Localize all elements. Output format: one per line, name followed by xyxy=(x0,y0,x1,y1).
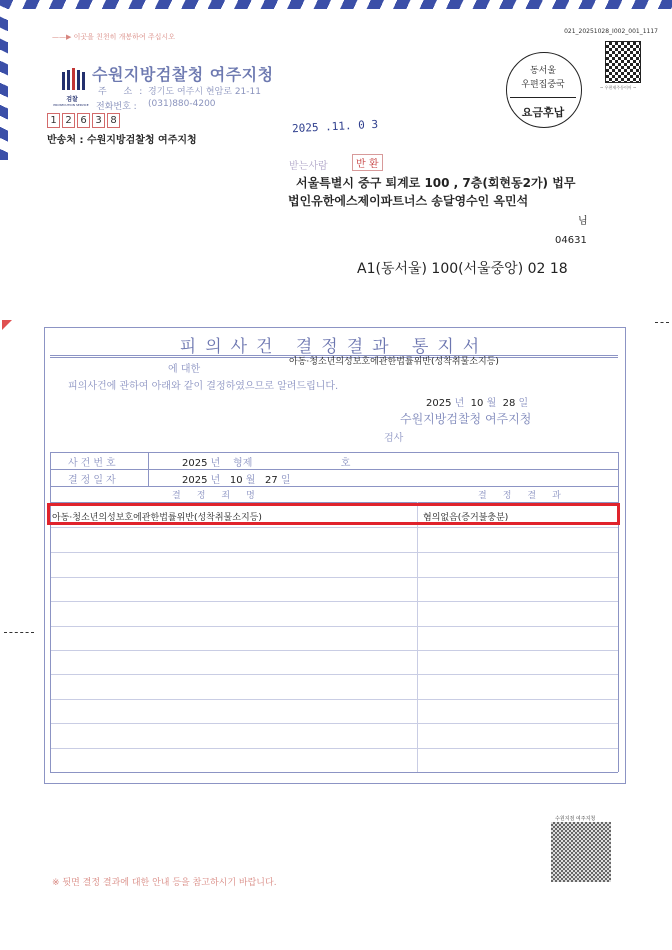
prosecution-logo-icon xyxy=(60,68,86,94)
reference-code: 021_20251028_I002_001_1117 xyxy=(564,28,658,35)
airmail-stripe-left xyxy=(0,0,8,160)
arrow-icon: ——▶ xyxy=(52,33,74,41)
table-rule xyxy=(50,748,618,749)
logo-wordmark: 검찰 xyxy=(66,96,78,103)
airmail-stripe-top xyxy=(0,0,672,9)
phone-label: 전화번호 : xyxy=(96,102,137,112)
decision-date-label: 결정일자 xyxy=(68,475,119,486)
postal-mark-line1: 동서울 xyxy=(529,66,557,76)
zip-digit: 8 xyxy=(107,113,120,128)
recipient-honorific: 님 xyxy=(578,216,588,227)
fold-line-right xyxy=(655,322,669,324)
issuer-role: 검사 xyxy=(384,433,404,444)
table-rule xyxy=(50,674,618,675)
mail-date-stamp: 2025 .11. 0 3 xyxy=(291,117,379,136)
table-rule xyxy=(148,452,149,486)
table-row-result: 혐의없음(증거불충분) xyxy=(423,513,509,523)
case-number: 2025 년 형제 호 xyxy=(182,458,351,469)
table-rule xyxy=(50,626,618,627)
table-rule xyxy=(50,699,618,700)
notice-charge: 아동·청소년의성보호에관한법률위반(성착취물소지등) xyxy=(289,357,499,367)
table-rule xyxy=(50,650,618,651)
notice-intro: 피의사건에 관하여 아래와 같이 결정하였으므로 알려드립니다. xyxy=(68,381,339,392)
postal-mark-divider xyxy=(510,97,576,98)
recipient-address: 서울특별시 중구 퇴계로 100 , 7층(회현동2가) 법무 xyxy=(296,176,576,190)
table-rule xyxy=(50,486,618,487)
table-rule xyxy=(50,723,618,724)
highlight-box xyxy=(47,503,620,525)
table-rule xyxy=(50,772,618,773)
open-notice: ——▶ 이곳을 친천히 개봉하여 주십시오 xyxy=(52,33,175,41)
regarding-label: 에 대한 xyxy=(168,364,201,375)
issuer-name: 수원지방검찰청 여주지청 xyxy=(400,412,532,426)
table-rule xyxy=(50,452,51,772)
zip-digit: 3 xyxy=(92,113,105,128)
sender-address: 경기도 여주시 현암로 21-11 xyxy=(148,87,261,97)
case-number-label: 사건번호 xyxy=(68,458,119,469)
header-result: 결정결과 xyxy=(478,491,577,501)
zip-digit: 1 xyxy=(47,113,60,128)
table-rule xyxy=(618,452,619,772)
table-rule xyxy=(417,502,418,772)
zip-digit: 6 xyxy=(77,113,90,128)
notice-title: 피의사건 결정결과 통지서 xyxy=(179,337,489,357)
address-label: 주 소: xyxy=(98,87,150,97)
header-charge: 결정죄명 xyxy=(172,491,271,501)
returned-stamp: 반 환 xyxy=(352,154,383,171)
sender-name: 수원지방검찰청 여주지청 xyxy=(92,65,274,84)
routing-code: A1(동서울) 100(서울중앙) 02 18 xyxy=(357,261,568,277)
fold-mark xyxy=(2,320,12,330)
table-rule xyxy=(50,552,618,553)
table-rule xyxy=(50,452,618,453)
postal-mark-line3: 요금후납 xyxy=(521,106,565,119)
sender-phone: (031)880-4200 xyxy=(148,99,216,109)
qr-code-icon xyxy=(605,41,641,83)
recipient-label: 받는사람 xyxy=(289,161,328,172)
return-address: 반송처 : 수원지방검찰청 여주지청 xyxy=(47,135,197,146)
sender-zip-boxes xyxy=(47,113,120,128)
bottom-qr-caption: 수원지검 여주지청 xyxy=(555,816,596,822)
postal-mark-line2: 우편집중국 xyxy=(521,80,565,90)
logo-subtitle: PROSECUTION SERVICE xyxy=(53,103,89,107)
recipient-zip: 04631 xyxy=(555,235,587,246)
bottom-qr-code-icon xyxy=(551,822,611,882)
notice-form xyxy=(44,327,626,784)
recipient-name: 법인유한에스제이파트너스 송달영수인 옥민석 xyxy=(288,194,529,208)
table-rule xyxy=(50,527,618,528)
decision-date: 2025 년 10 월 27 일 xyxy=(182,475,291,486)
zip-digit: 2 xyxy=(62,113,75,128)
qr-caption: ~ 우편제주등이어 ~ xyxy=(600,85,637,90)
table-rule xyxy=(50,577,618,578)
table-rule xyxy=(50,601,618,602)
table-rule xyxy=(50,469,618,470)
fold-line-left xyxy=(4,632,34,634)
notice-date: 2025 년 10 월 28 일 xyxy=(426,398,529,409)
table-row-charge: 아동·청소년의성보호에관한법률위반(성착취물소지등) xyxy=(52,513,262,523)
footnote: ※ 뒷면 결정 결과에 대한 안내 등을 참고하시기 바랍니다. xyxy=(52,878,277,888)
